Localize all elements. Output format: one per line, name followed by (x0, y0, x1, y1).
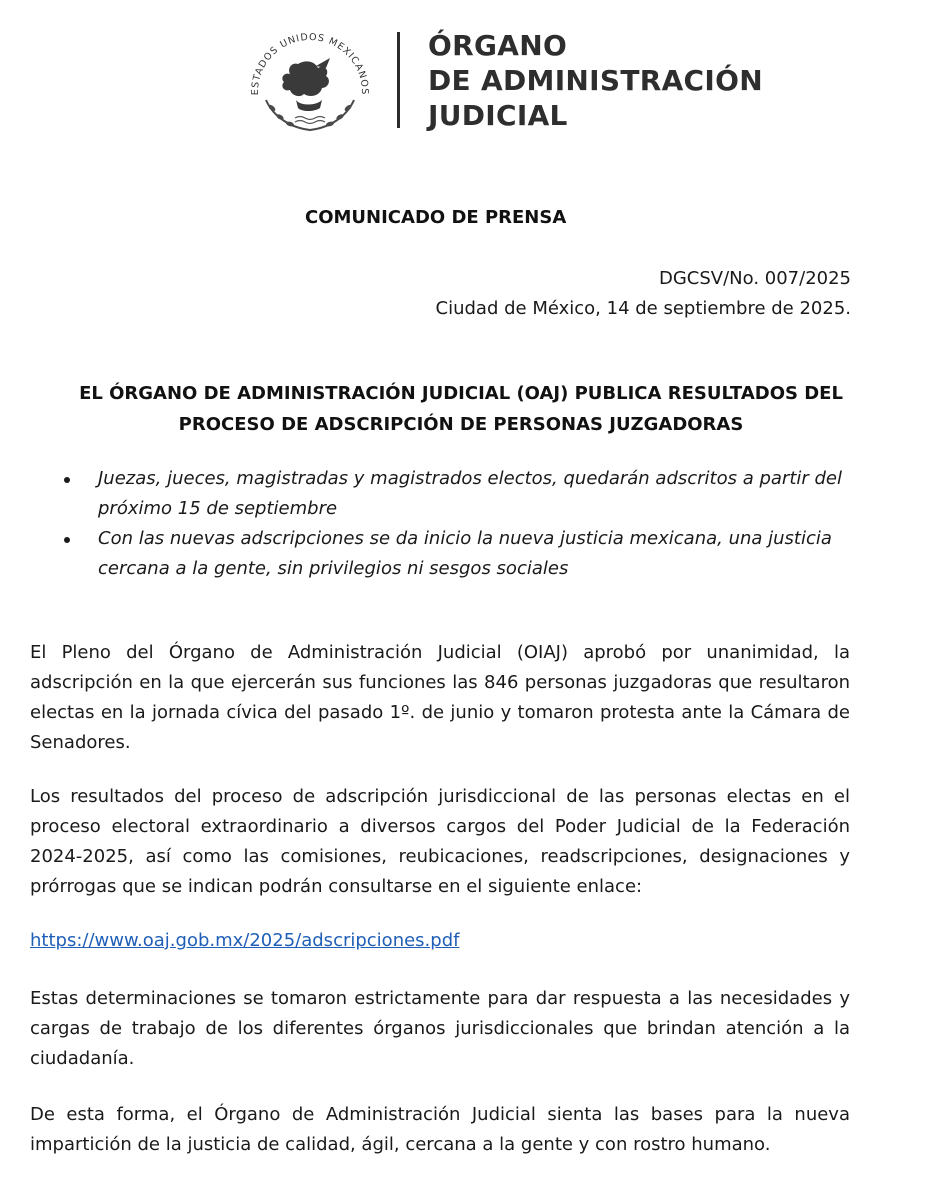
header-divider (397, 32, 400, 128)
org-name-line-1: ÓRGANO (428, 29, 568, 62)
paragraph-approval: El Pleno del Órgano de Administración Judicial (OIAJ) aprobó por unanimidad, la adscripción en la que ejercerán sus funciones las 846 personas juzgadoras que resultaron electas en la jornada cívica del pasado 1º. de junio y tomaron protesta ante la Cámara de Senadores. (30, 642, 850, 753)
list-item (60, 524, 860, 584)
paragraph-results: Los resultados del proceso de adscripción jurisdiccional de las personas electas en el proceso electoral extraordinario a diversos cargos del Poder Judicial de la Federación 2024-2025, así como las comisiones, reubicaciones, readscripciones, designaciones y prórrogas que se indican podrán consultarse en el siguiente enlace: (30, 786, 850, 897)
headline-line-2: PROCESO DE ADSCRIPCIÓN DE PERSONAS JUZGADORAS (178, 414, 744, 435)
link-paragraph (30, 926, 850, 956)
bullet-icon (64, 537, 70, 543)
headline-line-1: EL ÓRGANO DE ADMINISTRACIÓN JUDICIAL (OAJ) PUBLICA RESULTADOS DEL (79, 383, 843, 404)
bullet-icon (64, 477, 70, 483)
summary-bullets (60, 464, 860, 584)
adscripciones-pdf-link[interactable]: https://www.oaj.gob.mx/2025/adscripciones.pdf (30, 930, 460, 951)
place-and-date: Ciudad de México, 14 de septiembre de 2025. (435, 298, 851, 319)
org-name-line-2: DE ADMINISTRACIÓN (428, 64, 763, 97)
paragraph-determinations: Estas determinaciones se tomaron estrictamente para dar respuesta a las necesidades y cargas de trabajo de los diferentes órganos jurisdiccionales que brindan atención a la ciudadanía. (30, 988, 850, 1069)
bullet-text: Juezas, jueces, magistradas y magistrados electos, quedarán adscritos a partir del próximo 15 de septiembre (98, 468, 843, 519)
document-meta (436, 264, 851, 324)
organization-name (428, 28, 763, 133)
document-number: DGCSV/No. 007/2025 (658, 268, 851, 289)
press-release-title: COMUNICADO DE PRENSA (305, 207, 567, 228)
list-item (60, 464, 860, 524)
headline (30, 378, 892, 440)
mexican-coat-of-arms-seal (240, 22, 380, 142)
svg-text:ESTADOS UNIDOS MEXICANOS: ESTADOS UNIDOS MEXICANOS (249, 31, 371, 96)
org-name-line-3: JUDICIAL (428, 99, 568, 132)
bullet-text: Con las nuevas adscripciones se da inicio la nueva justicia mexicana, una justicia cercana a la gente, sin privilegios ni sesgos sociales (98, 528, 832, 579)
paragraph-closing: De esta forma, el Órgano de Administración Judicial sienta las bases para la nueva impartición de la justicia de calidad, ágil, cercana a la gente y con rostro humano. (30, 1104, 850, 1155)
